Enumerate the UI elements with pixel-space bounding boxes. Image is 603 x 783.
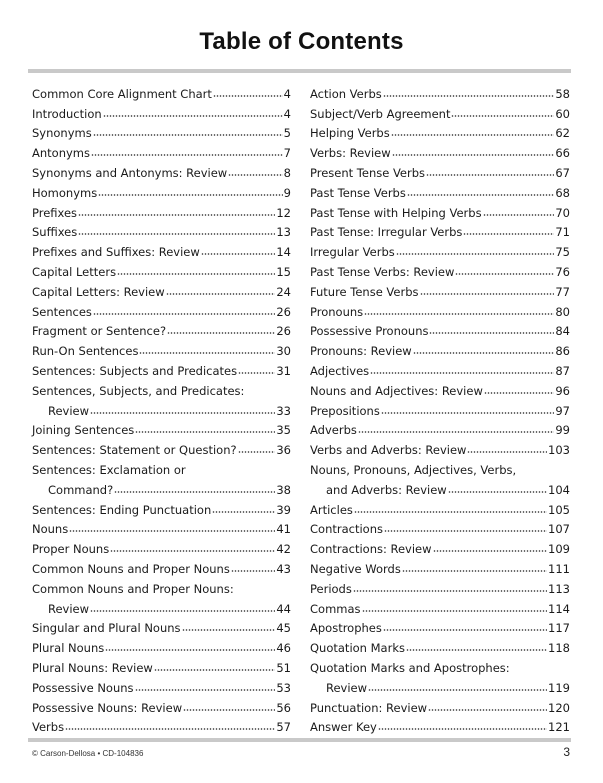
toc-entry — [310, 695, 570, 715]
toc-entry-page: 14 — [276, 245, 291, 260]
dot-leader — [420, 293, 555, 295]
toc-entry-page: 43 — [276, 561, 291, 576]
toc-entry — [32, 655, 291, 675]
toc-entry-label: Past Tense with Helping Verbs — [310, 205, 482, 220]
toc-entry-label: Verbs: Review — [310, 146, 391, 161]
toc-entry-label: Past Tense Verbs — [310, 185, 406, 200]
toc-entry-label: Possessive Nouns — [32, 680, 134, 695]
toc-entry-page: 84 — [555, 324, 570, 339]
dot-leader — [467, 451, 547, 453]
toc-entry — [310, 81, 570, 101]
toc-entry-label: Sentences — [32, 304, 92, 319]
toc-entry-label: Adverbs — [310, 423, 357, 438]
dot-leader — [383, 629, 547, 631]
toc-entry-label: Verbs — [32, 720, 65, 735]
toc-entry-label: Quotation Marks — [310, 641, 405, 656]
toc-entry — [310, 576, 570, 596]
toc-entry — [32, 160, 291, 180]
top-divider — [28, 69, 571, 73]
toc-entry-label: Possessive Nouns: Review — [32, 700, 183, 715]
toc-entry — [310, 517, 570, 537]
toc-entry-page: 35 — [276, 423, 291, 438]
toc-entry-page: 46 — [276, 641, 291, 656]
toc-entry-page: 7 — [283, 146, 291, 161]
dot-leader — [166, 293, 276, 295]
toc-entry-label: Synonyms and Antonyms: Review — [32, 165, 228, 180]
toc-entry-label: Verbs and Adverbs: Review — [310, 443, 467, 458]
dot-leader — [396, 253, 555, 255]
dot-leader — [90, 412, 275, 414]
dot-leader — [383, 95, 555, 97]
dot-leader — [413, 352, 555, 354]
toc-entry — [310, 616, 570, 636]
toc-entry-label: Future Tense Verbs — [310, 284, 419, 299]
toc-entry-page: 121 — [548, 720, 570, 735]
toc-entry-label: Adjectives — [310, 363, 370, 378]
toc-entry-page: 44 — [276, 601, 291, 616]
toc-entry-page: 4 — [283, 86, 291, 101]
toc-entry-label: Action Verbs — [310, 86, 382, 101]
dot-leader — [154, 669, 276, 671]
toc-entry — [32, 635, 291, 655]
page-number: 3 — [563, 745, 570, 759]
toc-entry — [32, 319, 291, 339]
toc-entry — [32, 279, 291, 299]
dot-leader — [182, 629, 276, 631]
dot-leader — [484, 392, 555, 394]
toc-entry — [310, 338, 570, 358]
toc-entry-label: Common Nouns and Proper Nouns — [32, 561, 230, 576]
toc-entry — [32, 695, 291, 715]
toc-entry-page: 87 — [555, 363, 570, 378]
toc-entry — [310, 378, 570, 398]
toc-entry — [310, 398, 570, 418]
dot-leader — [407, 194, 555, 196]
toc-entry-page: 119 — [548, 680, 570, 695]
dot-leader — [90, 610, 275, 612]
toc-entry-label: Sentences, Subjects, and Predicates: — [32, 383, 245, 398]
dot-leader — [135, 431, 275, 433]
dot-leader — [93, 313, 275, 315]
dot-leader — [98, 194, 282, 196]
dot-leader — [362, 610, 548, 612]
dot-leader — [463, 233, 554, 235]
toc-entry-page: 118 — [548, 641, 570, 656]
toc-entry — [32, 358, 291, 378]
toc-entry-page: 68 — [555, 185, 570, 200]
toc-entry-label: Present Tense Verbs — [310, 165, 426, 180]
dot-leader — [483, 214, 555, 216]
toc-entry-label: Capital Letters — [32, 264, 117, 279]
toc-entry-page: 105 — [548, 502, 570, 517]
dot-leader — [135, 689, 276, 691]
toc-entry-label-continued: Review — [326, 680, 368, 695]
toc-entry — [310, 140, 570, 160]
toc-entry — [32, 517, 291, 537]
toc-entry-label-continued: and Adverbs: Review — [326, 482, 447, 497]
toc-entry — [32, 259, 291, 279]
toc-entry-label: Apostrophes — [310, 621, 382, 636]
toc-entry — [310, 418, 570, 438]
toc-entry-page: 97 — [555, 403, 570, 418]
toc-entry-page: 117 — [548, 621, 570, 636]
dot-leader — [231, 570, 276, 572]
toc-entry-label: Common Core Alignment Chart — [32, 86, 212, 101]
toc-entry-page: 62 — [555, 126, 570, 141]
toc-entry-page: 9 — [283, 185, 291, 200]
toc-entry-page: 113 — [548, 581, 570, 596]
toc-entry-label: Pronouns: Review — [310, 344, 412, 359]
toc-entry-label: Nouns, Pronouns, Adjectives, Verbs, — [310, 462, 517, 477]
dot-leader — [78, 233, 275, 235]
toc-entry-label: Capital Letters: Review — [32, 284, 165, 299]
toc-entry — [310, 497, 570, 517]
dot-leader — [433, 550, 548, 552]
toc-entry-label: Homonyms — [32, 185, 98, 200]
toc-entry — [32, 556, 291, 576]
dot-leader — [381, 412, 555, 414]
dot-leader — [455, 273, 554, 275]
toc-entry-page: 77 — [555, 284, 570, 299]
toc-entry-page: 80 — [555, 304, 570, 319]
toc-entry-label-continued: Command? — [48, 482, 114, 497]
dot-leader — [238, 372, 275, 374]
dot-leader — [93, 134, 283, 136]
toc-entry-label: Possessive Pronouns — [310, 324, 429, 339]
toc-entry-page: 56 — [276, 700, 291, 715]
page-title: Table of Contents — [199, 28, 404, 55]
toc-entry-label: Negative Words — [310, 561, 401, 576]
toc-entry-label: Subject/Verb Agreement — [310, 106, 451, 121]
toc-entry-page: 70 — [555, 205, 570, 220]
toc-entry-label: Contractions: Review — [310, 542, 432, 557]
toc-entry — [32, 457, 291, 477]
toc-entry-continuation — [32, 596, 291, 616]
toc-entry — [32, 437, 291, 457]
toc-entry-label: Synonyms — [32, 126, 92, 141]
dot-leader — [391, 134, 555, 136]
toc-entry-label-continued: Review — [48, 403, 90, 418]
toc-entry-page: 39 — [276, 502, 291, 517]
toc-entry-page: 71 — [555, 225, 570, 240]
dot-leader — [228, 174, 282, 176]
toc-entry-page: 30 — [276, 344, 291, 359]
toc-entry-label: Quotation Marks and Apostrophes: — [310, 660, 510, 675]
dot-leader — [392, 154, 555, 156]
toc-entry-page: 4 — [283, 106, 291, 121]
dot-leader — [139, 352, 275, 354]
dot-leader — [358, 431, 554, 433]
toc-entry-label: Suffixes — [32, 225, 78, 240]
dot-leader — [364, 313, 554, 315]
toc-entry — [310, 536, 570, 556]
toc-entry-page: 66 — [555, 146, 570, 161]
toc-entry-continuation — [32, 477, 291, 497]
toc-entry-page: 51 — [276, 660, 291, 675]
toc-entry-label: Joining Sentences — [32, 423, 135, 438]
toc-entry — [32, 497, 291, 517]
toc-entry — [310, 457, 570, 477]
toc-entry — [310, 437, 570, 457]
toc-entry-label: Sentences: Statement or Question? — [32, 443, 237, 458]
toc-entry-page: 15 — [276, 264, 291, 279]
toc-entry — [32, 576, 291, 596]
toc-entry-page: 109 — [548, 542, 570, 557]
toc-entry — [310, 319, 570, 339]
toc-entry-label: Past Tense: Irregular Verbs — [310, 225, 463, 240]
toc-entry-label: Fragment or Sentence? — [32, 324, 167, 339]
dot-leader — [114, 491, 275, 493]
toc-entry — [32, 239, 291, 259]
toc-entry-page: 111 — [548, 561, 570, 576]
toc-entry — [310, 180, 570, 200]
toc-entry-page: 99 — [555, 423, 570, 438]
toc-entry-page: 45 — [276, 621, 291, 636]
dot-leader — [183, 709, 275, 711]
toc-entry-label: Sentences: Subjects and Predicates — [32, 363, 238, 378]
toc-entry-page: 75 — [555, 245, 570, 260]
toc-entry-page: 58 — [555, 86, 570, 101]
toc-entry-label: Run-On Sentences — [32, 344, 139, 359]
toc-entry-page: 31 — [276, 363, 291, 378]
dot-leader — [368, 689, 547, 691]
toc-entry-page: 13 — [276, 225, 291, 240]
toc-entry-label: Nouns — [32, 522, 69, 537]
toc-entry-page: 107 — [548, 522, 570, 537]
dot-leader — [117, 273, 275, 275]
toc-entry-label: Proper Nouns — [32, 542, 110, 557]
toc-entry — [310, 160, 570, 180]
toc-entry-page: 120 — [548, 700, 570, 715]
toc-entry-label: Nouns and Adjectives: Review — [310, 383, 483, 398]
toc-entry — [32, 101, 291, 121]
dot-leader — [402, 570, 547, 572]
dot-leader — [65, 728, 275, 730]
toc-entry — [32, 338, 291, 358]
toc-entry-label: Common Nouns and Proper Nouns: — [32, 581, 234, 596]
toc-entry-page: 67 — [555, 165, 570, 180]
dot-leader — [201, 253, 276, 255]
dot-leader — [91, 154, 283, 156]
dot-leader — [105, 649, 275, 651]
toc-entry-page: 104 — [548, 482, 570, 497]
toc-column-left — [32, 81, 291, 734]
bottom-divider — [28, 738, 571, 742]
toc-entry — [310, 121, 570, 141]
toc-entry-page: 57 — [276, 720, 291, 735]
toc-entry — [32, 81, 291, 101]
toc-entry-label: Periods — [310, 581, 352, 596]
toc-entry — [310, 556, 570, 576]
toc-entry-label: Helping Verbs — [310, 126, 390, 141]
toc-entry — [310, 655, 570, 675]
toc-entry-page: 8 — [283, 165, 291, 180]
toc-entry-label: Commas — [310, 601, 361, 616]
copyright-footer: © Carson-Dellosa • CD-104836 — [32, 749, 144, 758]
toc-entry — [32, 180, 291, 200]
toc-entry-page: 114 — [548, 601, 570, 616]
toc-entry-label: Punctuation: Review — [310, 700, 428, 715]
toc-entry-label: Answer Key — [310, 720, 377, 735]
toc-entry — [310, 635, 570, 655]
toc-entry-label: Plural Nouns — [32, 641, 105, 656]
toc-entry — [32, 378, 291, 398]
toc-entry-label: Articles — [310, 502, 353, 517]
toc-entry-continuation — [32, 398, 291, 418]
dot-leader — [451, 115, 554, 117]
toc-entry-page: 33 — [276, 403, 291, 418]
toc-entry — [310, 358, 570, 378]
toc-entry-label: Singular and Plural Nouns — [32, 621, 181, 636]
dot-leader — [78, 214, 275, 216]
toc-entry-label-continued: Review — [48, 601, 90, 616]
toc-entry — [310, 259, 570, 279]
dot-leader — [212, 511, 275, 513]
toc-entry — [310, 596, 570, 616]
toc-entry — [32, 536, 291, 556]
dot-leader — [167, 332, 275, 334]
toc-entry-label: Plural Nouns: Review — [32, 660, 153, 675]
dot-leader — [448, 491, 547, 493]
dot-leader — [103, 115, 283, 117]
toc-entry-label: Sentences: Exclamation or — [32, 462, 186, 477]
dot-leader — [213, 95, 283, 97]
toc-entry-label: Prepositions — [310, 403, 380, 418]
toc-entry-page: 42 — [276, 542, 291, 557]
toc-entry — [32, 675, 291, 695]
toc-entry — [32, 418, 291, 438]
dot-leader — [69, 530, 275, 532]
dot-leader — [384, 530, 547, 532]
toc-entry-continuation — [310, 675, 570, 695]
toc-entry-label: Contractions — [310, 522, 383, 537]
toc-entry-page: 96 — [555, 383, 570, 398]
dot-leader — [110, 550, 275, 552]
toc-entry-label: Irregular Verbs — [310, 245, 395, 260]
dot-leader — [426, 174, 554, 176]
toc-entry — [32, 616, 291, 636]
toc-entry — [32, 140, 291, 160]
toc-entry — [310, 239, 570, 259]
toc-entry-page: 60 — [555, 106, 570, 121]
toc-entry — [32, 715, 291, 735]
toc-entry-continuation — [310, 477, 570, 497]
toc-entry-page: 5 — [283, 126, 291, 141]
toc-entry-label: Prefixes — [32, 205, 78, 220]
toc-entry — [310, 101, 570, 121]
toc-entry — [32, 299, 291, 319]
dot-leader — [406, 649, 547, 651]
toc-entry-page: 38 — [276, 482, 291, 497]
toc-entry-page: 24 — [276, 284, 291, 299]
toc-column-right — [310, 81, 570, 734]
toc-entry-page: 26 — [276, 304, 291, 319]
toc-entry-page: 103 — [548, 443, 570, 458]
toc-entry-page: 36 — [276, 443, 291, 458]
toc-entry-label: Pronouns — [310, 304, 364, 319]
toc-entry-page: 86 — [555, 344, 570, 359]
dot-leader — [354, 511, 547, 513]
toc-entry — [32, 200, 291, 220]
dot-leader — [378, 728, 547, 730]
toc-entry — [310, 715, 570, 735]
toc-entry-page: 12 — [276, 205, 291, 220]
toc-entry-label: Antonyms — [32, 146, 90, 161]
toc-entry-page: 26 — [276, 324, 291, 339]
toc-entry-label: Past Tense Verbs: Review — [310, 264, 455, 279]
toc-entry — [310, 200, 570, 220]
dot-leader — [429, 332, 554, 334]
toc-entry — [310, 220, 570, 240]
dot-leader — [353, 590, 547, 592]
toc-entry-page: 76 — [555, 264, 570, 279]
toc-entry-label: Prefixes and Suffixes: Review — [32, 245, 200, 260]
dot-leader — [238, 451, 276, 453]
toc-entry — [310, 279, 570, 299]
toc-entry-page: 53 — [276, 680, 291, 695]
toc-entry-label: Sentences: Ending Punctuation — [32, 502, 212, 517]
toc-entry — [310, 299, 570, 319]
toc-entry — [32, 121, 291, 141]
dot-leader — [428, 709, 547, 711]
toc-entry-label: Introduction — [32, 106, 102, 121]
dot-leader — [370, 372, 554, 374]
toc-entry-page: 41 — [276, 522, 291, 537]
toc-entry — [32, 220, 291, 240]
